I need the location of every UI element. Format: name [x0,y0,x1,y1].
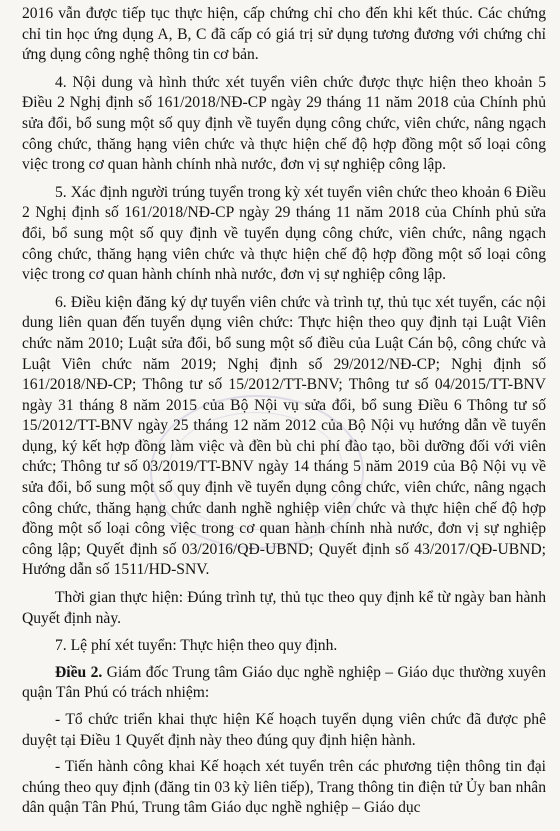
paragraph-item-5: 5. Xác định người trúng tuyển trong kỳ xét tuyển viên chức theo khoản 6 Điều 2 Nghị định số 161/2018/NĐ-CP ngày 29 tháng 11 năm 2018 của Chính phủ sửa đổi, bổ sung một số quy định về tuyển dụng công chức, viên chức, nâng ngạch công chức, thăng hạng viên chức và thực hiện chế độ hợp đồng một số loại công việc trong cơ quan hành chính nhà nước, đơn vị sự nghiệp công lập. [22,183,546,284]
paragraph-item-7: 7. Lệ phí xét tuyển: Thực hiện theo quy định. [55,637,338,655]
paragraph-item-4: 4. Nội dung và hình thức xét tuyển viên chức được thực hiện theo khoản 5 Điều 2 Nghị định số 161/2018/NĐ-CP ngày 29 tháng 11 năm 2018 của Chính phủ sửa đổi, bổ sung một số quy định về tuyển dụng công chức, viên chức, nâng ngạch công chức, thăng hạng viên chức và thực hiện chế độ hợp đồng một số loại công việc trong cơ quan hành chính nhà nước, đơn vị sự nghiệp công lập. [22,73,546,174]
article-2 [22,663,546,704]
bullet-item: - Tiến hành công khai Kế hoạch xét tuyển trên các phương tiện thông tin đại chúng theo quy định (đăng tin 03 kỳ liên tiếp), Trang thông tin điện tử Ủy ban nhân dân quận Tân Phú, Trung tâm Giáo dục nghề nghiệp – Giáo dục [22,758,546,817]
bullet-item: - Tổ chức triển khai thực hiện Kế hoạch tuyển dụng viên chức đã được phê duyệt tại Điều 1 Quyết định này theo đúng quy định hiện hành. [22,711,546,749]
article-2-label: Điều 2. [55,663,103,681]
article-2-text: Giám đốc Trung tâm Giáo dục nghề nghiệp – Giáo dục thường xuyên quận Tân Phú có trách nhiệm: [22,663,547,702]
paragraph-item-6: 6. Điều kiện đăng ký dự tuyển viên chức và trình tự, thủ tục xét tuyển, các nội dung liên quan đến tuyển dụng viên chức: Thực hiện theo quy định tại Luật Viên chức năm 2010; Luật sửa đổi, bổ sung một số điều của Luật Cán bộ, công chức và Luật Viên chức năm 2019; Nghị định số 29/2012/NĐ-CP; Nghị định số 161/2018/NĐ-CP; Thông tư số 15/2012/TT-BNV; Thông tư số 04/2015/TT-BNV ngày 31 tháng 8 năm 2015 của Bộ Nội vụ sửa đổi, bổ sung Điều 6 Thông tư số 15/2012/TT-BNV ngày 25 tháng 12 năm 2012 của Bộ Nội vụ hướng dẫn về tuyển dụng, ký kết hợp đồng làm việc và đền bù chi phí đào tạo, bồi dưỡng đối với viên chức; Thông tư số 03/2019/TT-BNV ngày 14 tháng 5 năm 2019 của Bộ Nội vụ về sửa đổi, bổ sung một số quy định về tuyển dụng công chức, viên chức, nâng ngạch công chức, thăng hạng chức danh nghề nghiệp viên chức và thực hiện chế độ hợp đồng một số loại công việc trong cơ quan hành chính nhà nước, đơn vị sự nghiệp công lập; Quyết định số 03/2016/QĐ-UBND; Quyết định số 43/2017/QĐ-UBND; Hướng dẫn số 1511/HD-SNV. [22,293,546,579]
paragraph-continuation: 2016 vẫn được tiếp tục thực hiện, cấp chứng chỉ cho đến khi kết thúc. Các chứng chỉ tin học ứng dụng A, B, C đã cấp có giá trị sử dụng tương đương với chứng chỉ ứng dụng công nghệ thông tin cơ bản. [22,5,546,64]
paragraph-implementation-time: Thời gian thực hiện: Đúng trình tự, thủ tục theo quy định kể từ ngày ban hành Quyết định này. [22,589,546,627]
